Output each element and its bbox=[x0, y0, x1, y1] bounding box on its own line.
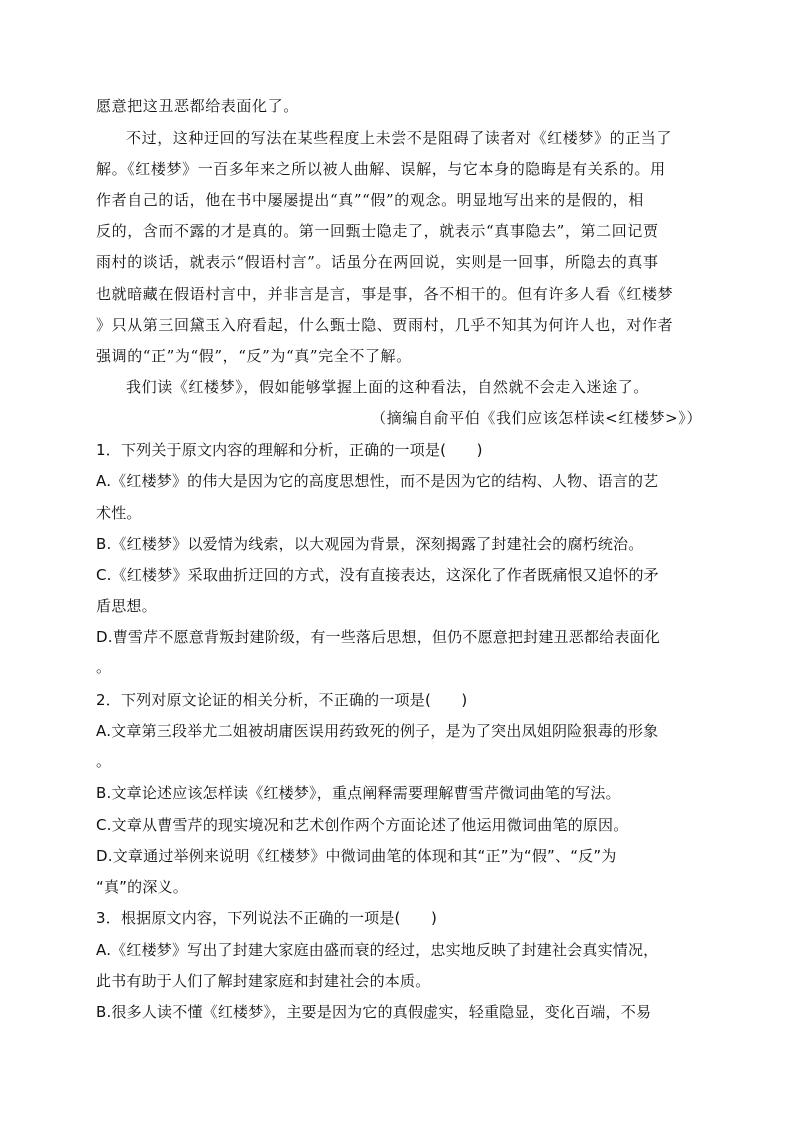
option-line: B.很多人读不懂《红楼梦》，主要是因为它的真假虚实，轻重隐显，变化百端，不易 bbox=[96, 1003, 652, 1021]
option-line: 。 bbox=[96, 752, 112, 770]
option-line: A.《红楼梦》的伟大是因为它的高度思想性，而不是因为它的结构、人物、语言的艺 bbox=[96, 472, 659, 490]
passage-line: 解。《红楼梦》一百多年来之所以被人曲解、误解，与它本身的隐晦是有关系的。用 bbox=[96, 160, 666, 178]
option-line: 术性。 bbox=[96, 504, 142, 522]
option-line: D.曹雪芹不愿意背叛封建阶级，有一些落后思想，但仍不愿意把封建丑恶都给表面化 bbox=[96, 628, 660, 646]
passage-line: 》只从第三回黛玉入府看起，什么甄士隐、贾雨村，几乎不知其为何许人也，对作者 bbox=[96, 316, 674, 334]
option-line: A.文章第三段举尤二姐被胡庸医误用药致死的例子，是为了突出凤姐阴险狠毒的形象 bbox=[96, 722, 659, 740]
passage-line: 愿意把这丑恶都给表面化了。 bbox=[96, 97, 299, 115]
option-line: B.《红楼梦》以爱情为线索，以大观园为背景，深刻揭露了封建社会的腐朽统治。 bbox=[96, 535, 644, 553]
option-line: 。 bbox=[96, 658, 112, 676]
passage-line: 反的，含而不露的才是真的。第一回甄士隐走了，就表示“真事隐去”，第二回记贾 bbox=[96, 222, 659, 240]
passage-line: 不过，这种迂回的写法在某些程度上未尝不是阻碍了读者对《红楼梦》的正当了 bbox=[126, 129, 673, 147]
question-stem-1: 1．下列关于原文内容的理解和分析，正确的一项是( ) bbox=[96, 441, 483, 459]
option-line: D.文章通过举例来说明《红楼梦》中微词曲笔的体现和其“正”为“假”、“反”为 bbox=[96, 847, 617, 865]
passage-source: （摘编自俞平伯《我们应该怎样读<红楼梦>》） bbox=[371, 409, 702, 427]
question-stem-3: 3．根据原文内容，下列说法不正确的一项是( ) bbox=[96, 909, 438, 927]
passage-line: 也就暗藏在假语村言中，并非言是言，事是事，各不相干的。但有许多人看《红楼梦 bbox=[96, 285, 674, 303]
passage-line: 强调的“正”为“假”，“反”为“真”完全不了解。 bbox=[96, 347, 412, 365]
option-line: “真”的深义。 bbox=[96, 878, 188, 896]
option-line: 盾思想。 bbox=[96, 597, 157, 615]
passage-line: 我们读《红楼梦》，假如能够掌握上面的这种看法，自然就不会走入迷途了。 bbox=[126, 378, 649, 396]
option-line: A.《红楼梦》写出了封建大家庭由盛而衰的经过，忠实地反映了封建社会真实情况， bbox=[96, 941, 659, 959]
option-line: C.文章从曹雪芹的现实境况和艺术创作两个方面论述了他运用微词曲笔的原因。 bbox=[96, 816, 629, 834]
option-line: 此书有助于人们了解封建家庭和封建社会的本质。 bbox=[96, 972, 431, 990]
option-line: B.文章论述应该怎样读《红楼梦》，重点阐释需要理解曹雪芹微词曲笔的写法。 bbox=[96, 784, 621, 802]
option-line: C.《红楼梦》采取曲折迂回的方式，没有直接表达，这深化了作者既痛恨又追怀的矛 bbox=[96, 566, 659, 584]
question-stem-2: 2．下列对原文论证的相关分析，不正确的一项是( ) bbox=[96, 691, 468, 709]
passage-line: 作者自己的话，他在书中屡屡提出“真”“假”的观念。明显地写出来的是假的，相 bbox=[96, 191, 644, 209]
passage-line: 雨村的谈话，就表示“假语村言”。话虽分在两回说，实则是一回事，所隐去的真事 bbox=[96, 253, 659, 271]
